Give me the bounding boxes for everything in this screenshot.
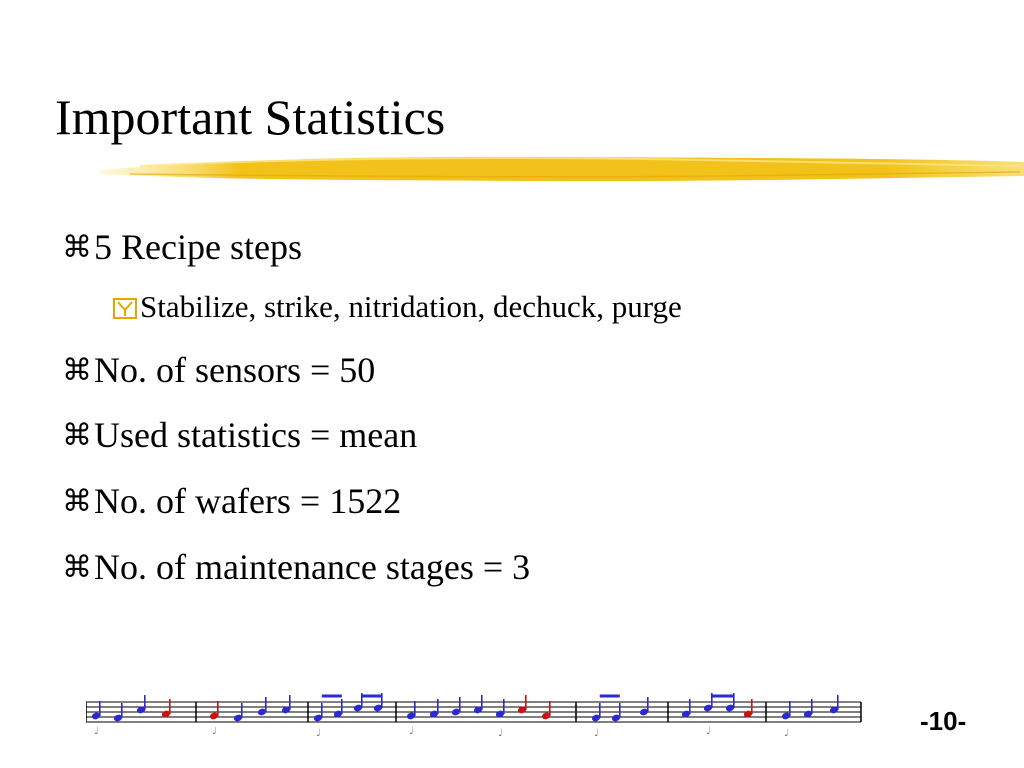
- bullet-text: No. of maintenance stages = 3: [94, 547, 531, 587]
- bullet-text: No. of sensors = 50: [94, 350, 376, 390]
- bullet-statistics: [62, 413, 417, 457]
- svg-text:♩: ♩: [706, 726, 711, 737]
- slide-title: Important Statistics: [55, 89, 446, 145]
- svg-text:♩: ♩: [212, 726, 217, 737]
- command-bullet-icon: ⌘: [62, 229, 92, 265]
- command-bullet-icon: ⌘: [62, 483, 92, 519]
- bullet-text: Used statistics = mean: [94, 415, 418, 455]
- bullet-maintenance: [62, 545, 530, 589]
- command-bullet-icon: ⌘: [62, 417, 92, 453]
- bullet-text: 5 Recipe steps: [94, 227, 302, 267]
- bullet-text: Stabilize, strike, nitridation, dechuck, purge: [140, 289, 682, 324]
- sub-bullet-recipe-list: [113, 287, 682, 327]
- svg-text:♩: ♩: [784, 728, 789, 739]
- bullet-wafers: [62, 479, 401, 523]
- svg-text:♩: ♩: [594, 728, 599, 739]
- svg-text:♩: ♩: [316, 728, 321, 739]
- bullet-sensors: [62, 348, 375, 392]
- command-bullet-icon: ⌘: [62, 352, 92, 388]
- command-bullet-icon: ⌘: [62, 549, 92, 585]
- bullet-text: No. of wafers = 1522: [94, 481, 402, 521]
- checkbox-y-icon: [113, 298, 137, 319]
- bullet-recipe-steps: [62, 225, 302, 269]
- svg-text:♩: ♩: [409, 726, 414, 737]
- svg-text:♩: ♩: [498, 728, 503, 739]
- page-number: -10-: [920, 706, 967, 736]
- music-staff-icon: [86, 690, 866, 740]
- svg-text:♩: ♩: [94, 726, 99, 737]
